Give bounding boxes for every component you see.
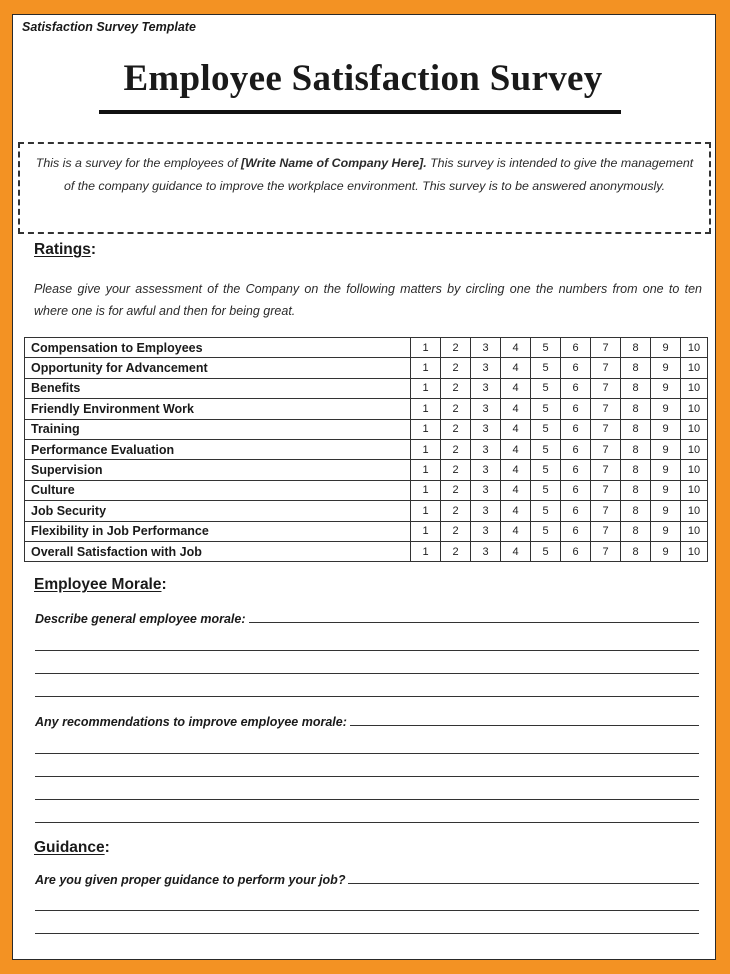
rating-option-7[interactable]: 7 — [591, 541, 621, 561]
rating-row — [25, 480, 708, 500]
rating-option-3[interactable]: 3 — [471, 439, 501, 459]
rating-option-7[interactable]: 7 — [591, 501, 621, 521]
survey-page — [12, 14, 716, 960]
rating-option-2[interactable]: 2 — [441, 399, 471, 419]
rating-item-label: Job Security — [25, 501, 411, 521]
guidance-heading: Guidance: — [34, 839, 110, 856]
rating-option-10[interactable]: 10 — [681, 480, 708, 500]
rating-option-9[interactable]: 9 — [651, 338, 681, 358]
rating-option-3[interactable]: 3 — [471, 480, 501, 500]
rating-option-5[interactable]: 5 — [531, 358, 561, 378]
rating-item-label: Opportunity for Advancement — [25, 358, 411, 378]
answer-line[interactable] — [35, 753, 699, 754]
rating-option-1[interactable]: 1 — [411, 378, 441, 398]
rating-option-1[interactable]: 1 — [411, 480, 441, 500]
rating-option-9[interactable]: 9 — [651, 460, 681, 480]
rating-option-1[interactable]: 1 — [411, 439, 441, 459]
rating-item-label: Compensation to Employees — [25, 338, 411, 358]
rating-option-7[interactable]: 7 — [591, 439, 621, 459]
answer-line[interactable] — [35, 933, 699, 934]
guidance-answer-1-line[interactable] — [348, 882, 699, 884]
morale-heading: Employee Morale: — [34, 576, 167, 593]
rating-option-8[interactable]: 8 — [621, 480, 651, 500]
rating-option-8[interactable]: 8 — [621, 541, 651, 561]
rating-option-7[interactable]: 7 — [591, 378, 621, 398]
rating-option-9[interactable]: 9 — [651, 399, 681, 419]
rating-option-9[interactable]: 9 — [651, 501, 681, 521]
rating-item-label: Friendly Environment Work — [25, 399, 411, 419]
rating-option-7[interactable]: 7 — [591, 399, 621, 419]
rating-option-2[interactable]: 2 — [441, 541, 471, 561]
rating-option-5[interactable]: 5 — [531, 399, 561, 419]
rating-option-1[interactable]: 1 — [411, 399, 441, 419]
answer-line[interactable] — [35, 696, 699, 697]
ratings-instructions: Please give your assessment of the Company on the following matters by circling one the numbers from one to ten where one is for awful and then for being great. — [34, 282, 702, 318]
rating-option-4[interactable]: 4 — [501, 399, 531, 419]
rating-option-10[interactable]: 10 — [681, 399, 708, 419]
rating-option-8[interactable]: 8 — [621, 338, 651, 358]
intro-box — [18, 142, 711, 234]
header-label: Satisfaction Survey Template — [22, 20, 196, 34]
morale-question-2-text: Any recommendations to improve employee morale: — [35, 715, 347, 729]
rating-option-3[interactable]: 3 — [471, 399, 501, 419]
rating-option-3[interactable]: 3 — [471, 460, 501, 480]
guidance-question-1 — [35, 873, 699, 887]
answer-line[interactable] — [35, 910, 699, 911]
rating-option-10[interactable]: 10 — [681, 338, 708, 358]
rating-option-2[interactable]: 2 — [441, 419, 471, 439]
rating-option-5[interactable]: 5 — [531, 521, 561, 541]
rating-option-7[interactable]: 7 — [591, 521, 621, 541]
rating-option-6[interactable]: 6 — [561, 460, 591, 480]
rating-option-3[interactable]: 3 — [471, 521, 501, 541]
rating-row — [25, 399, 708, 419]
rating-option-2[interactable]: 2 — [441, 338, 471, 358]
rating-option-4[interactable]: 4 — [501, 419, 531, 439]
morale-question-1 — [35, 612, 699, 626]
morale-question-2 — [35, 715, 699, 729]
rating-option-4[interactable]: 4 — [501, 439, 531, 459]
rating-option-4[interactable]: 4 — [501, 541, 531, 561]
rating-option-2[interactable]: 2 — [441, 521, 471, 541]
rating-option-10[interactable]: 10 — [681, 501, 708, 521]
rating-option-9[interactable]: 9 — [651, 378, 681, 398]
ratings-heading: Ratings: — [34, 241, 97, 258]
rating-item-label: Benefits — [25, 378, 411, 398]
rating-option-10[interactable]: 10 — [681, 439, 708, 459]
rating-option-7[interactable]: 7 — [591, 338, 621, 358]
rating-option-1[interactable]: 1 — [411, 501, 441, 521]
rating-option-3[interactable]: 3 — [471, 541, 501, 561]
rating-row — [25, 501, 708, 521]
rating-row — [25, 439, 708, 459]
rating-option-9[interactable]: 9 — [651, 419, 681, 439]
rating-row — [25, 419, 708, 439]
rating-option-8[interactable]: 8 — [621, 501, 651, 521]
rating-option-9[interactable]: 9 — [651, 541, 681, 561]
morale-question-1-text: Describe general employee morale: — [35, 612, 246, 626]
rating-option-10[interactable]: 10 — [681, 419, 708, 439]
rating-option-1[interactable]: 1 — [411, 419, 441, 439]
rating-row — [25, 378, 708, 398]
rating-item-label: Overall Satisfaction with Job — [25, 541, 411, 561]
rating-option-8[interactable]: 8 — [621, 378, 651, 398]
rating-option-6[interactable]: 6 — [561, 521, 591, 541]
rating-option-2[interactable]: 2 — [441, 439, 471, 459]
rating-option-7[interactable]: 7 — [591, 460, 621, 480]
rating-option-1[interactable]: 1 — [411, 521, 441, 541]
rating-row — [25, 541, 708, 561]
answer-line[interactable] — [35, 673, 699, 674]
rating-option-6[interactable]: 6 — [561, 358, 591, 378]
rating-option-2[interactable]: 2 — [441, 378, 471, 398]
rating-option-2[interactable]: 2 — [441, 480, 471, 500]
rating-option-1[interactable]: 1 — [411, 358, 441, 378]
page-title: Employee Satisfaction Survey — [123, 58, 603, 99]
rating-option-8[interactable]: 8 — [621, 439, 651, 459]
rating-option-10[interactable]: 10 — [681, 460, 708, 480]
intro-text-before: This is a survey for the employees of — [35, 156, 241, 170]
answer-line[interactable] — [35, 822, 699, 823]
rating-option-6[interactable]: 6 — [561, 439, 591, 459]
rating-option-6[interactable]: 6 — [561, 501, 591, 521]
rating-option-7[interactable]: 7 — [591, 480, 621, 500]
rating-option-1[interactable]: 1 — [411, 460, 441, 480]
rating-option-8[interactable]: 8 — [621, 358, 651, 378]
rating-option-7[interactable]: 7 — [591, 419, 621, 439]
rating-option-5[interactable]: 5 — [531, 419, 561, 439]
title-underline — [99, 110, 621, 114]
rating-option-1[interactable]: 1 — [411, 541, 441, 561]
rating-option-4[interactable]: 4 — [501, 378, 531, 398]
rating-option-9[interactable]: 9 — [651, 480, 681, 500]
rating-option-9[interactable]: 9 — [651, 521, 681, 541]
rating-option-5[interactable]: 5 — [531, 378, 561, 398]
rating-option-6[interactable]: 6 — [561, 480, 591, 500]
rating-option-9[interactable]: 9 — [651, 358, 681, 378]
rating-option-8[interactable]: 8 — [621, 419, 651, 439]
rating-item-label: Flexibility in Job Performance — [25, 521, 411, 541]
rating-option-10[interactable]: 10 — [681, 378, 708, 398]
rating-option-4[interactable]: 4 — [501, 358, 531, 378]
rating-item-label: Supervision — [25, 460, 411, 480]
rating-option-3[interactable]: 3 — [471, 358, 501, 378]
rating-option-4[interactable]: 4 — [501, 521, 531, 541]
rating-option-2[interactable]: 2 — [441, 460, 471, 480]
rating-option-3[interactable]: 3 — [471, 419, 501, 439]
rating-option-9[interactable]: 9 — [651, 439, 681, 459]
answer-line[interactable] — [35, 650, 699, 651]
rating-option-3[interactable]: 3 — [471, 501, 501, 521]
rating-option-10[interactable]: 10 — [681, 358, 708, 378]
rating-row — [25, 521, 708, 541]
rating-option-4[interactable]: 4 — [501, 501, 531, 521]
guidance-question-1-text: Are you given proper guidance to perform your job? — [35, 873, 346, 887]
rating-option-4[interactable]: 4 — [501, 338, 531, 358]
rating-option-5[interactable]: 5 — [531, 338, 561, 358]
rating-option-2[interactable]: 2 — [441, 358, 471, 378]
rating-row — [25, 338, 708, 358]
rating-option-5[interactable]: 5 — [531, 501, 561, 521]
company-name-placeholder[interactable]: [Write Name of Company Here]. — [241, 156, 427, 170]
morale-answer-2-line[interactable] — [350, 724, 699, 726]
rating-option-8[interactable]: 8 — [621, 521, 651, 541]
rating-item-label: Training — [25, 419, 411, 439]
rating-item-label: Culture — [25, 480, 411, 500]
rating-option-10[interactable]: 10 — [681, 541, 708, 561]
rating-option-6[interactable]: 6 — [561, 399, 591, 419]
rating-option-10[interactable]: 10 — [681, 521, 708, 541]
rating-option-5[interactable]: 5 — [531, 439, 561, 459]
rating-option-1[interactable]: 1 — [411, 338, 441, 358]
rating-option-8[interactable]: 8 — [621, 399, 651, 419]
rating-row — [25, 460, 708, 480]
rating-option-3[interactable]: 3 — [471, 378, 501, 398]
answer-line[interactable] — [35, 799, 699, 800]
rating-option-3[interactable]: 3 — [471, 338, 501, 358]
rating-option-5[interactable]: 5 — [531, 541, 561, 561]
rating-option-5[interactable]: 5 — [531, 480, 561, 500]
rating-option-5[interactable]: 5 — [531, 460, 561, 480]
rating-row — [25, 358, 708, 378]
rating-option-6[interactable]: 6 — [561, 541, 591, 561]
rating-option-6[interactable]: 6 — [561, 378, 591, 398]
ratings-table — [24, 337, 708, 562]
rating-option-8[interactable]: 8 — [621, 460, 651, 480]
rating-option-2[interactable]: 2 — [441, 501, 471, 521]
answer-line[interactable] — [35, 776, 699, 777]
morale-answer-1-line[interactable] — [249, 621, 699, 623]
rating-option-4[interactable]: 4 — [501, 460, 531, 480]
rating-option-6[interactable]: 6 — [561, 338, 591, 358]
rating-item-label: Performance Evaluation — [25, 439, 411, 459]
rating-option-4[interactable]: 4 — [501, 480, 531, 500]
rating-option-6[interactable]: 6 — [561, 419, 591, 439]
intro-text-after: This survey is intended to give the management of the company guidance to improve the workplace environment. This survey is to be answered anonymously. — [63, 156, 694, 193]
rating-option-7[interactable]: 7 — [591, 358, 621, 378]
